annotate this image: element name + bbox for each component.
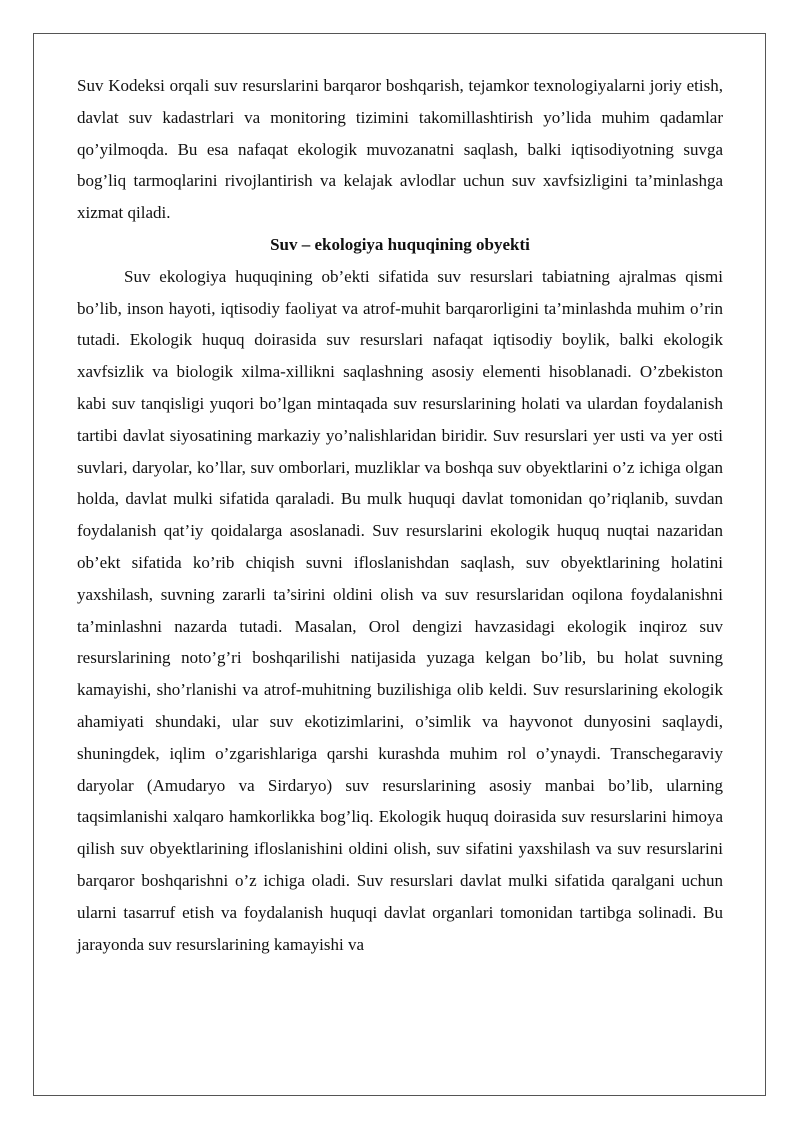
paragraph-main: Suv ekologiya huquqining ob’ekti sifatida suv resurslari tabiatning ajralmas qismi bo’lib, inson hayoti, iqtisodiy faoliyat va atrof-muhit barqarorligini ta’minlashda muhim o’rin tutadi. Ekologik huquq doirasida suv resurslari nafaqat iqtisodiy boylik, balki ekologik xavfsizlik va biologik xilma-xillikni saqlashning asosiy elementi hisoblanadi. O’zbekiston kabi suv tanqisligi yuqori bo’lgan mintaqada suv resurslarining holati va ulardan foydalanish tartibi davlat siyosatining markaziy yo’nalishlaridan biridir. Suv resurslari yer usti va yer osti suvlari, daryolar, ko’llar, suv omborlari, muzliklar va boshqa suv obyektlarini o’z ichiga olgan holda, davlat mulki sifatida qaraladi. Bu mulk huquqi davlat tomonidan qo’riqlanib, suvdan foydalanish qat’iy qoidalarga asoslanadi. Suv resurslarini ekologik huquq nuqtai nazaridan ob’ekt sifatida ko’rib chiqish suvni ifloslanishdan saqlash, suv obyektlarining holatini yaxshilash, suvning zararli ta’sirini oldini olish va suv resurslaridan oqilona foydalanishni ta’minlashni nazarda tutadi. Masalan, Orol dengizi havzasidagi ekologik inqiroz suv resurslarining noto’g’ri boshqarilishi natijasida yuzaga kelgan bo’lib, bu holat suvning kamayishi, sho’rlanishi va atrof-muhitning buzilishiga olib keldi. Suv resurslarining ekologik ahamiyati shundaki, ular suv ekotizimlarini, o’simlik va hayvonot dunyosini saqlaydi, shuningdek, iqlim o’zgarishlariga qarshi kurashda muhim rol o’ynaydi. Transchegaraviy daryolar (Amudaryo va Sirdaryo) suv resurslarining asosiy manbai bo’lib, ularning taqsimlanishi xalqaro hamkorlikka bog’liq. Ekologik huquq doirasida suv resurslarini himoya qilish suv obyektlarining ifloslanishini oldini olish, suv sifatini yaxshilash va suv resurslarini barqaror boshqarishni o’z ichiga oladi. Suv resurslari davlat mulki sifatida qaralgani uchun ularni tasarruf etish va foydalanish huquqi davlat organlari tomonidan tartibga solinadi. Bu jarayonda suv resurslarining kamayishi va [77,266,723,954]
document-body [77,70,723,960]
paragraph-intro: Suv Kodeksi orqali suv resurslarini barqaror boshqarish, tejamkor texnologiyalarni joriy etish, davlat suv kadastrlari va monitoring tizimini takomillashtirish yo’lida muhim qadamlar qo’yilmoqda. Bu esa nafaqat ekologik muvozanatni saqlash, balki iqtisodiyotning suvga bog’liq tarmoqlarini rivojlantirish va kelajak avlodlar uchun suv xavfsizligini ta’minlashga xizmat qiladi. [77,76,723,223]
section-heading: Suv – ekologiya huquqining obyekti [270,234,530,254]
